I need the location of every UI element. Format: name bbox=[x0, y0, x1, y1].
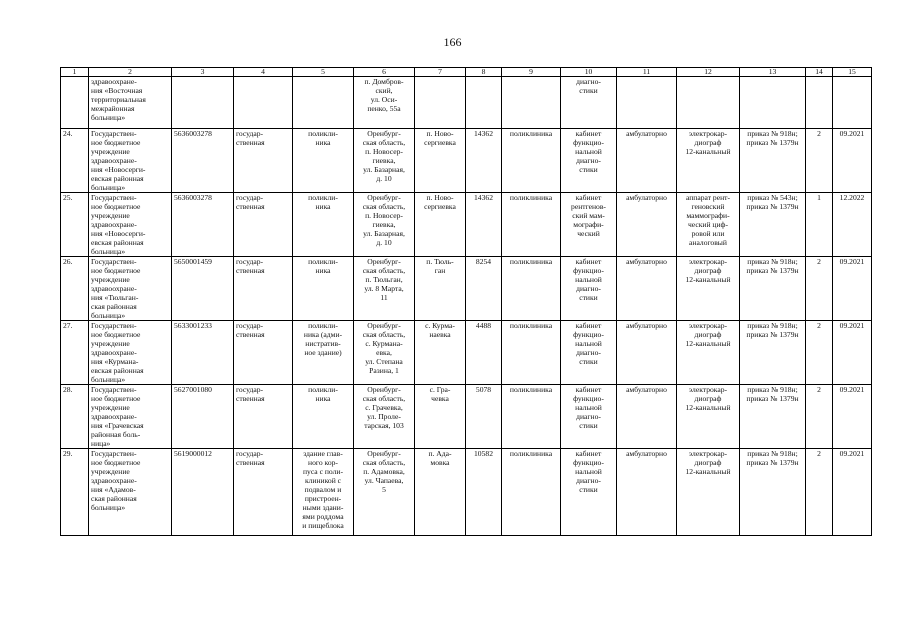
quantity bbox=[806, 77, 833, 129]
equipment: электрокар- диограф 12-канальный bbox=[677, 321, 740, 385]
date: 12.2022 bbox=[833, 193, 872, 257]
page-number: 166 bbox=[443, 35, 462, 49]
care-mode: амбулаторно bbox=[617, 257, 677, 321]
date: 09.2021 bbox=[833, 449, 872, 536]
cabinet: диагно- стики bbox=[561, 77, 617, 129]
address: Оренбург- ская область, п. Адамовка, ул. Чапаева, 5 bbox=[354, 449, 415, 536]
order-reference: приказ № 918н; приказ № 1379н bbox=[740, 129, 806, 193]
care-mode: амбулаторно bbox=[617, 129, 677, 193]
table-row bbox=[61, 385, 872, 449]
date bbox=[833, 77, 872, 129]
inn: 5619000012 bbox=[172, 449, 234, 536]
settlement: п. Ада- мовка bbox=[415, 449, 466, 536]
population: 14362 bbox=[466, 193, 502, 257]
ownership bbox=[234, 77, 293, 129]
organization-name: Государствен- ное бюджетное учреждение здравоохране- ния «Тюльган- ская районная больница» bbox=[89, 257, 172, 321]
unit-type: поликлиника bbox=[502, 449, 561, 536]
population: 14362 bbox=[466, 129, 502, 193]
date: 09.2021 bbox=[833, 321, 872, 385]
address: Оренбург- ская область, п. Новосер- гиевка, ул. Базарная, д. 10 bbox=[354, 129, 415, 193]
population: 4488 bbox=[466, 321, 502, 385]
building-type: поликли- ника (адми- нистратив- ное здание) bbox=[293, 321, 354, 385]
unit-type: поликлиника bbox=[502, 257, 561, 321]
header-cell: 5 bbox=[293, 68, 354, 77]
ownership: государ- ственная bbox=[234, 385, 293, 449]
cabinet: кабинет функцио- нальной диагно- стики bbox=[561, 257, 617, 321]
organization-name: Государствен- ное бюджетное учреждение здравоохране- ния «Адамов- ская районная больница» bbox=[89, 449, 172, 536]
unit-type: поликлиника bbox=[502, 385, 561, 449]
date: 09.2021 bbox=[833, 385, 872, 449]
row-number: 29. bbox=[61, 449, 89, 536]
equipment: электрокар- диограф 12-канальный bbox=[677, 385, 740, 449]
address: Оренбург- ская область, п. Новосер- гиевка, ул. Базарная, д. 10 bbox=[354, 193, 415, 257]
cabinet: кабинет функцио- нальной диагно- стики bbox=[561, 321, 617, 385]
address: п. Домбров- ский, ул. Оси- пенко, 55а bbox=[354, 77, 415, 129]
table-row bbox=[61, 77, 872, 129]
population: 10582 bbox=[466, 449, 502, 536]
address: Оренбург- ская область, с. Курмана- евка, ул. Степана Разина, 1 bbox=[354, 321, 415, 385]
order-reference: приказ № 918н; приказ № 1379н bbox=[740, 449, 806, 536]
settlement: с. Гра- чевка bbox=[415, 385, 466, 449]
organization-name: Государствен- ное бюджетное учреждение здравоохране- ния «Курмана- евская районная больница» bbox=[89, 321, 172, 385]
inn: 5636003278 bbox=[172, 193, 234, 257]
ownership: государ- ственная bbox=[234, 129, 293, 193]
table-row bbox=[61, 257, 872, 321]
row-number: 24. bbox=[61, 129, 89, 193]
header-cell: 3 bbox=[172, 68, 234, 77]
population: 8254 bbox=[466, 257, 502, 321]
organization-name: Государствен- ное бюджетное учреждение здравоохране- ния «Новосерги- евская районная больница» bbox=[89, 129, 172, 193]
order-reference: приказ № 543н; приказ № 1379н bbox=[740, 193, 806, 257]
header-cell: 1 bbox=[61, 68, 89, 77]
header-cell: 9 bbox=[502, 68, 561, 77]
equipment: электрокар- диограф 12-канальный bbox=[677, 449, 740, 536]
inn: 5633001233 bbox=[172, 321, 234, 385]
settlement: п. Ново- сергиевка bbox=[415, 193, 466, 257]
equipment: электрокар- диограф 12-канальный bbox=[677, 257, 740, 321]
table-row bbox=[61, 193, 872, 257]
header-cell: 12 bbox=[677, 68, 740, 77]
equipment: аппарат рент- геновский маммографи- ческий циф- ровой или аналоговый bbox=[677, 193, 740, 257]
equipment: электрокар- диограф 12-канальный bbox=[677, 129, 740, 193]
ownership: государ- ственная bbox=[234, 321, 293, 385]
cabinet: кабинет функцио- нальной диагно- стики bbox=[561, 129, 617, 193]
order-reference: приказ № 918н; приказ № 1379н bbox=[740, 257, 806, 321]
ownership: государ- ственная bbox=[234, 193, 293, 257]
settlement bbox=[415, 77, 466, 129]
header-row bbox=[61, 68, 872, 77]
care-mode: амбулаторно bbox=[617, 193, 677, 257]
header-cell: 8 bbox=[466, 68, 502, 77]
header-cell: 11 bbox=[617, 68, 677, 77]
address: Оренбург- ская область, п. Тюльган, ул. 8 Марта, 11 bbox=[354, 257, 415, 321]
row-number: 27. bbox=[61, 321, 89, 385]
ownership: государ- ственная bbox=[234, 449, 293, 536]
care-mode: амбулаторно bbox=[617, 321, 677, 385]
table-row bbox=[61, 449, 872, 536]
equipment bbox=[677, 77, 740, 129]
cabinet: кабинет функцио- нальной диагно- стики bbox=[561, 449, 617, 536]
table-row bbox=[61, 321, 872, 385]
organization-name: Государствен- ное бюджетное учреждение здравоохране- ния «Новосерги- евская районная больница» bbox=[89, 193, 172, 257]
date: 09.2021 bbox=[833, 257, 872, 321]
unit-type: поликлиника bbox=[502, 193, 561, 257]
care-mode: амбулаторно bbox=[617, 385, 677, 449]
document-table bbox=[60, 67, 872, 536]
building-type: поликли- ника bbox=[293, 257, 354, 321]
header-cell: 4 bbox=[234, 68, 293, 77]
quantity: 2 bbox=[806, 385, 833, 449]
building-type: поликли- ника bbox=[293, 193, 354, 257]
settlement: с. Курма- наевка bbox=[415, 321, 466, 385]
settlement: п. Тюль- ган bbox=[415, 257, 466, 321]
header-cell: 15 bbox=[833, 68, 872, 77]
header-cell: 10 bbox=[561, 68, 617, 77]
building-type: здание глав- ного кор- пуса с поли- клиникой с подвалом и пристроен- ными здани- ями роддома и пищеблока bbox=[293, 449, 354, 536]
order-reference: приказ № 918н; приказ № 1379н bbox=[740, 385, 806, 449]
quantity: 2 bbox=[806, 129, 833, 193]
care-mode bbox=[617, 77, 677, 129]
header-cell: 6 bbox=[354, 68, 415, 77]
ownership: государ- ственная bbox=[234, 257, 293, 321]
population bbox=[466, 77, 502, 129]
quantity: 1 bbox=[806, 193, 833, 257]
building-type: поликли- ника bbox=[293, 129, 354, 193]
row-number bbox=[61, 77, 89, 129]
inn: 5650001459 bbox=[172, 257, 234, 321]
quantity: 2 bbox=[806, 257, 833, 321]
quantity: 2 bbox=[806, 321, 833, 385]
population: 5078 bbox=[466, 385, 502, 449]
inn: 5636003278 bbox=[172, 129, 234, 193]
date: 09.2021 bbox=[833, 129, 872, 193]
header-cell: 13 bbox=[740, 68, 806, 77]
cabinet: кабинет функцио- нальной диагно- стики bbox=[561, 385, 617, 449]
row-number: 28. bbox=[61, 385, 89, 449]
unit-type: поликлиника bbox=[502, 321, 561, 385]
table-row bbox=[61, 129, 872, 193]
building-type: поликли- ника bbox=[293, 385, 354, 449]
header-cell: 2 bbox=[89, 68, 172, 77]
inn: 5627001080 bbox=[172, 385, 234, 449]
care-mode: амбулаторно bbox=[617, 449, 677, 536]
cabinet: кабинет рентгенов- ский мам- мографи- ческий bbox=[561, 193, 617, 257]
order-reference: приказ № 918н; приказ № 1379н bbox=[740, 321, 806, 385]
building-type bbox=[293, 77, 354, 129]
header-cell: 14 bbox=[806, 68, 833, 77]
inn bbox=[172, 77, 234, 129]
row-number: 26. bbox=[61, 257, 89, 321]
order-reference bbox=[740, 77, 806, 129]
organization-name: Государствен- ное бюджетное учреждение здравоохране- ния «Грачевская районная боль- ница» bbox=[89, 385, 172, 449]
quantity: 2 bbox=[806, 449, 833, 536]
unit-type: поликлиника bbox=[502, 129, 561, 193]
organization-name: здравоохране- ния «Восточная территориальная межрайонная больница» bbox=[89, 77, 172, 129]
settlement: п. Ново- сергиевка bbox=[415, 129, 466, 193]
header-cell: 7 bbox=[415, 68, 466, 77]
row-number: 25. bbox=[61, 193, 89, 257]
unit-type bbox=[502, 77, 561, 129]
address: Оренбург- ская область, с. Грачевка, ул. Проле- тарская, 103 bbox=[354, 385, 415, 449]
